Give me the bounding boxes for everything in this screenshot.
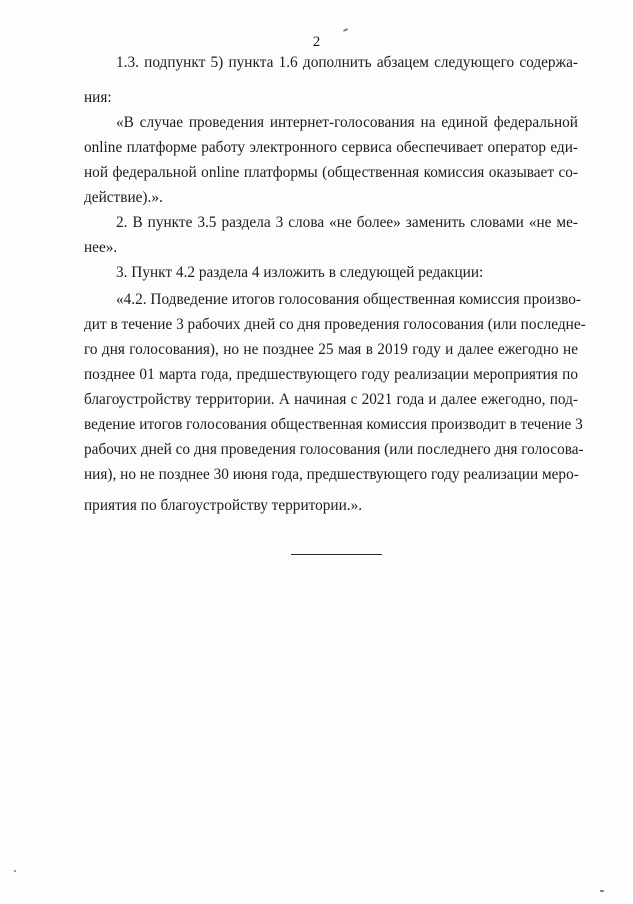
text-line: действие).». (84, 189, 163, 206)
text-line: ведение итогов голосования общественная комиссия производит в течение 3 (84, 416, 583, 433)
text-line: 1.3. подпункт 5) пункта 1.6 дополнить абзацем следующего содержа- (116, 54, 578, 71)
text-line: 3. Пункт 4.2 раздела 4 изложить в следующей редакции: (116, 264, 484, 281)
text-line: рабочих дней со дня проведения голосования (или последнего дня голосова- (84, 441, 584, 458)
closing-rule (291, 554, 382, 555)
text-line: ния), но не позднее 30 июня года, предшествующего году реализации меро- (84, 466, 579, 483)
text-line: дит в течение 3 рабочих дней со дня проведения голосования (или последне- (84, 316, 586, 333)
scan-speck (14, 870, 16, 872)
text-line: online платформе работу электронного сервиса обеспечивает оператор еди- (84, 139, 578, 156)
text-line: ной федеральной online платформы (общественная комиссия оказывает со- (84, 164, 578, 181)
text-line: ния: (84, 89, 112, 106)
scan-speck (600, 890, 604, 892)
page-number: 2 (312, 34, 321, 50)
text-line: «4.2. Подведение итогов голосования общественная комиссия произво- (116, 291, 582, 308)
text-line: благоустройству территории. А начиная с 2021 года и далее ежегодно, под- (84, 391, 578, 408)
text-line: позднее 01 марта года, предшествующего году реализации мероприятия по (84, 366, 578, 383)
text-line: приятия по благоустройству территории.». (84, 497, 363, 514)
scan-speck (343, 28, 348, 32)
text-line: 2. В пункте 3.5 раздела 3 слова «не более» заменить словами «не ме- (116, 214, 578, 231)
text-line: нее». (84, 239, 118, 256)
text-line: «В случае проведения интернет-голосования на единой федеральной (116, 114, 578, 131)
text-line: го дня голосования), но не позднее 25 мая в 2019 году и далее ежегодно не (84, 341, 578, 358)
